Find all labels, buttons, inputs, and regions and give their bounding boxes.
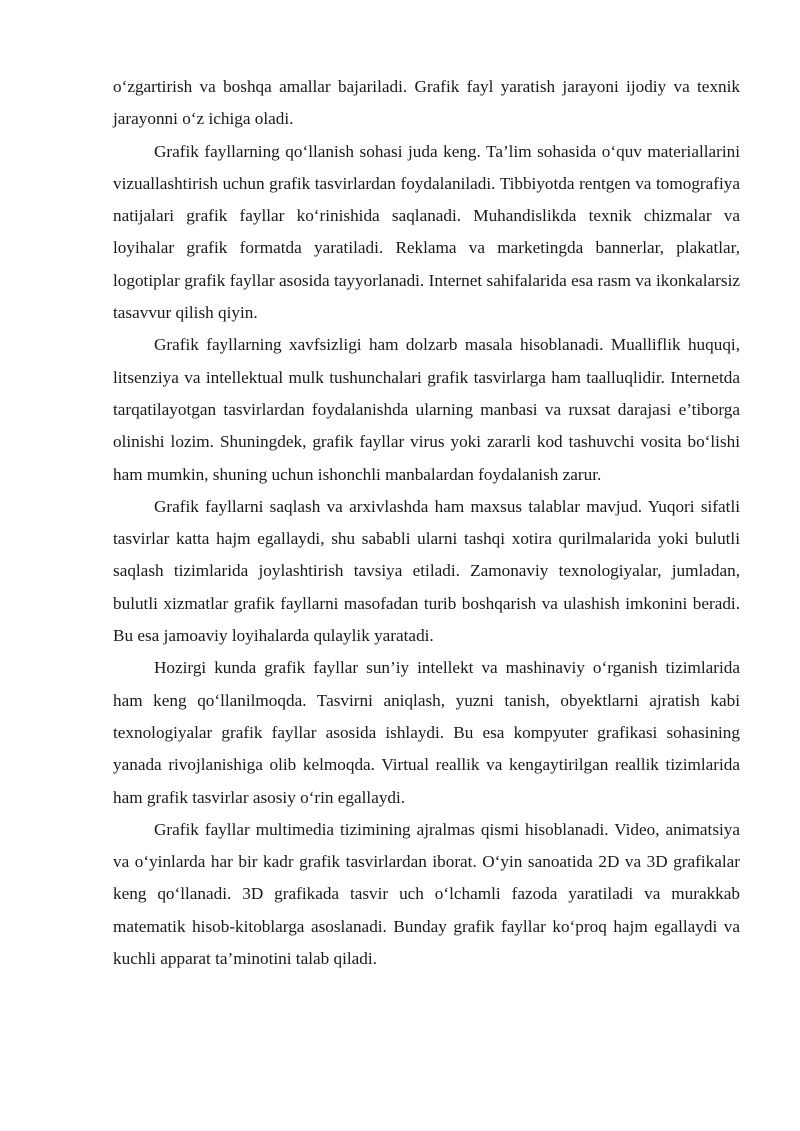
document-body <box>113 71 740 975</box>
paragraph-multimedia: Grafik fayllar multimedia tizimining ajralmas qismi hisoblanadi. Video, animatsiya va o‘yinlarda har bir kadr grafik tasvirlardan iborat. O‘yin sanoatida 2D va 3D grafikalar keng qo‘llanadi. 3D grafikada tasvir uch o‘lchamli fazoda yaratiladi va murakkab matematik hisob-kitoblarga asoslanadi. Bunday grafik fayllar ko‘proq hajm egallaydi va kuchli apparat ta’minotini talab qiladi. <box>113 819 740 969</box>
paragraph-security: Grafik fayllarning xavfsizligi ham dolzarb masala hisoblanadi. Mualliflik huquqi, litsenziya va intellektual mulk tushunchalari grafik tasvirlarga ham taalluqlidir. Internetda tarqatilayotgan tasvirlardan foydalanishda ularning manbasi va ruxsat darajasi e’tiborga olinishi lozim. Shuningdek, grafik fayllar virus yoki zararli kod tashuvchi vosita bo‘lishi ham mumkin, shuning uchun ishonchli manbalardan foydalanish zarur. <box>113 335 740 484</box>
paragraph-storage: Grafik fayllarni saqlash va arxivlashda ham maxsus talablar mavjud. Yuqori sifatli tasvirlar katta hajm egallaydi, shu sababli ularni tashqi xotira qurilmalarida yoki bulutli saqlash tizimlarida joylashtirish tavsiya etiladi. Zamonaviy texnologiyalar, jumladan, bulutli xizmatlar grafik fayllarni masofadan turib boshqarish va ulashish imkonini beradi. Bu esa jamoaviy loyihalarda qulaylik yaratadi. <box>113 496 740 646</box>
paragraph-ai: Hozirgi kunda grafik fayllar sun’iy intellekt va mashinaviy o‘rganish tizimlarida ham keng qo‘llanilmoqda. Tasvirni aniqlash, yuzni tanish, obyektlarni ajratish kabi texnologiyalar grafik fayllar asosida ishlaydi. Bu esa kompyuter grafikasi sohasining yanada rivojlanishiga olib kelmoqda. Virtual reallik va kengaytirilgan reallik tizimlarida ham grafik tasvirlar asosiy o‘rin egallaydi. <box>113 658 740 807</box>
paragraph-usage-areas: Grafik fayllarning qo‘llanish sohasi juda keng. Ta’lim sohasida o‘quv materiallarini vizuallashtirish uchun grafik tasvirlardan foydalaniladi. Tibbiyotda rentgen va tomografiya natijalari grafik fayllar ko‘rinishida saqlanadi. Muhandislikda texnik chizmalar va loyihalar grafik formatda yaratiladi. Reklama va marketingda bannerlar, plakatlar, logotiplar grafik fayllar asosida tayyorlanadi. Internet sahifalarida esa rasm va ikonkalarsiz tasavvur qilish qiyin. <box>113 141 740 323</box>
paragraph-continuation: o‘zgartirish va boshqa amallar bajariladi. Grafik fayl yaratish jarayoni ijodiy va texnik jarayonni o‘z ichiga oladi. <box>113 77 740 129</box>
